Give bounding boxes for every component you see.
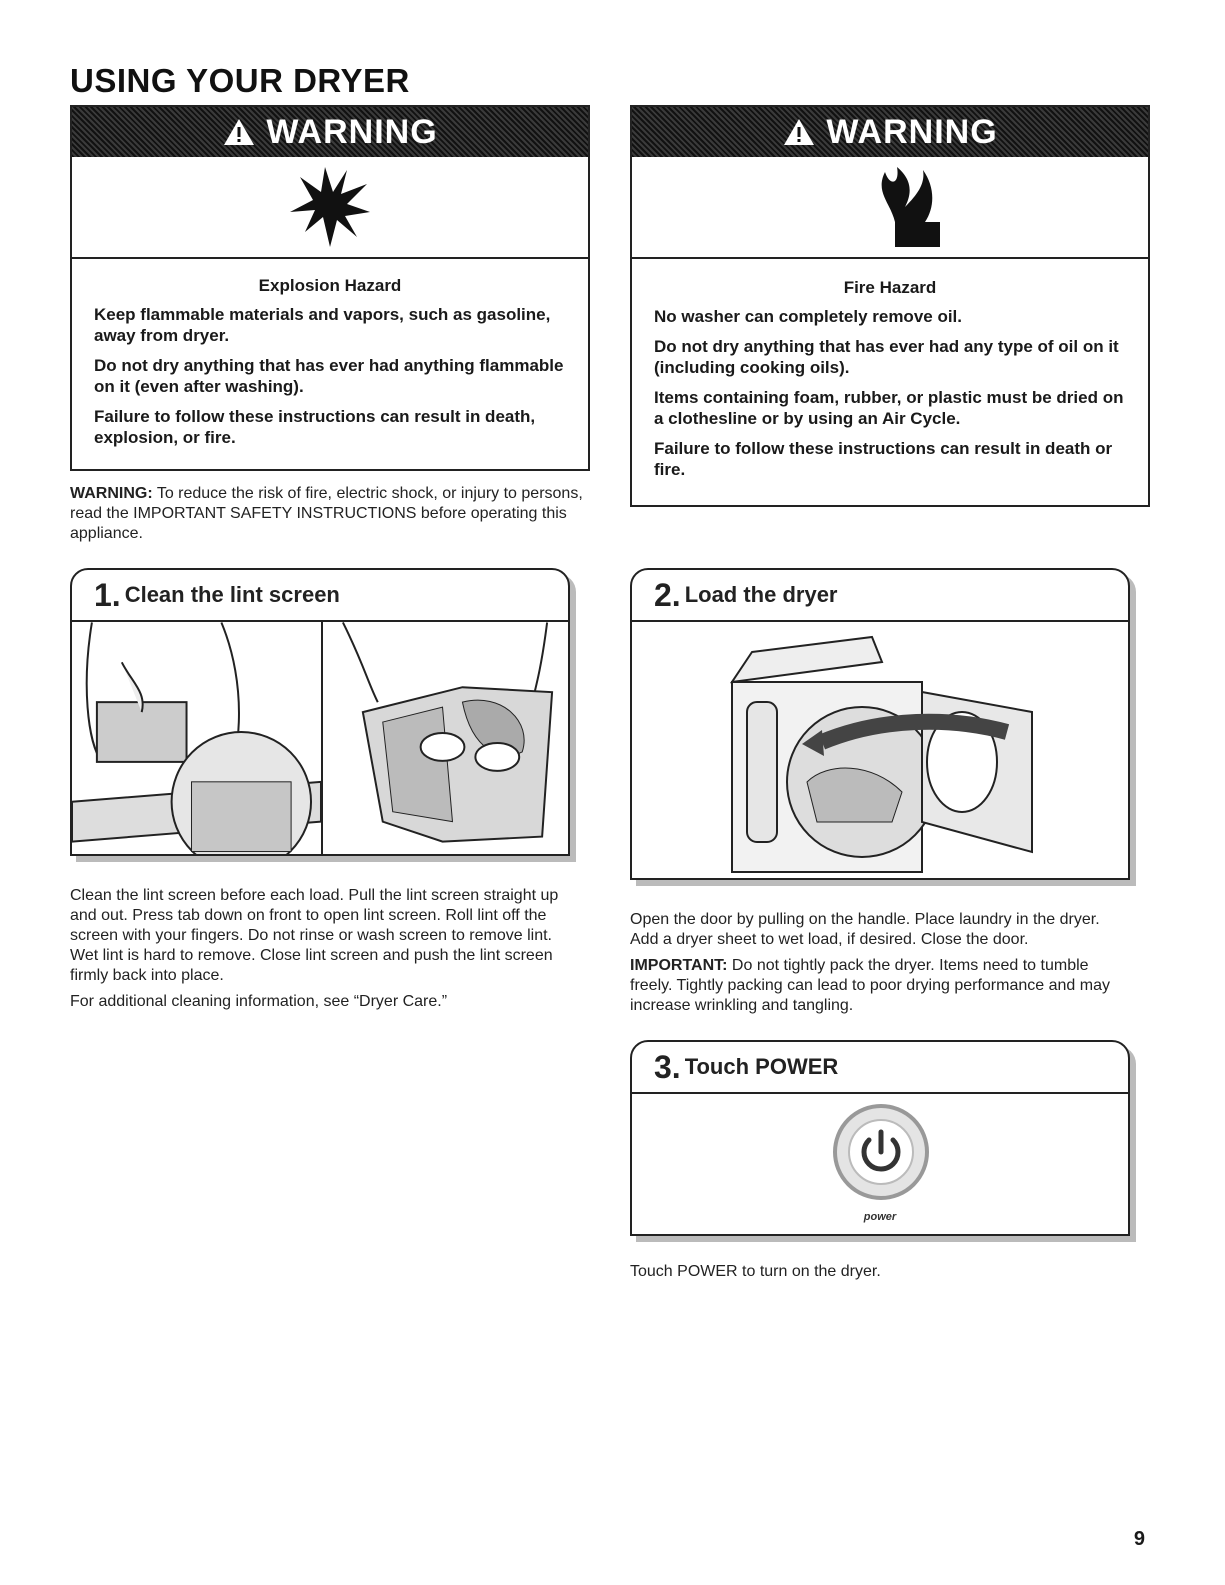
safety-note-label: WARNING:	[70, 485, 153, 502]
step-title-text: Clean the lint screen	[124, 582, 340, 607]
warning-header-text: WARNING	[826, 112, 998, 151]
step-3-description	[630, 1262, 1130, 1288]
power-button-label: power	[863, 1211, 897, 1223]
step-2-title	[632, 570, 1128, 622]
fire-icon-area	[632, 157, 1148, 259]
step-1-title	[72, 570, 568, 622]
hazard-title: Explosion Hazard	[258, 276, 402, 295]
fire-warning-box	[630, 105, 1150, 273]
step-title-text: Touch POWER	[684, 1054, 839, 1079]
dryer-loading-illustration	[632, 622, 1128, 878]
step-3-title	[632, 1042, 1128, 1094]
explosion-icon	[285, 162, 375, 252]
safety-note-text: To reduce the risk of fire, electric shock, or injury to persons, read the IMPORTANT SAFETY INSTRUCTIONS before operating this appliance.	[70, 485, 583, 542]
lint-screen-removal-illustration	[72, 622, 323, 854]
lint-screen-cleaning-illustration	[323, 622, 568, 854]
important-label: IMPORTANT:	[630, 957, 728, 974]
important-paragraph	[630, 956, 1130, 1016]
step-number: 2.	[654, 576, 681, 613]
safety-note	[70, 484, 590, 544]
step-title-text: Load the dryer	[684, 582, 838, 607]
warning-header-text: WARNING	[266, 112, 438, 151]
paragraph: Clean the lint screen before each load. Pull the lint screen straight up and out. Press tab down on front to open lint screen. Roll lint off the screen with your fingers. Do not rinse or wash screen to remove lint. Wet lint is hard to remove. Close lint screen and push the lint screen firmly back into place.	[70, 887, 559, 984]
warning-line: No washer can completely remove oil.	[654, 307, 963, 326]
warning-header	[72, 107, 588, 157]
page-title: USING YOUR DRYER	[70, 62, 410, 99]
warning-line: Do not dry anything that has ever had any type of oil on it (including cooking oils).	[654, 337, 1119, 377]
fire-icon	[835, 162, 945, 252]
step-1-panel	[70, 568, 570, 856]
important-text: Do not tightly pack the dryer. Items need to tumble freely. Tightly packing can lead to poor drying performance and may increase wrinkling and tangling.	[630, 957, 1110, 1014]
fire-warning-text-box	[630, 267, 1150, 507]
power-button-icon[interactable]	[831, 1102, 931, 1202]
explosion-icon-area	[72, 157, 588, 259]
warning-line: Failure to follow these instructions can result in death or fire.	[654, 439, 1113, 479]
paragraph: Open the door by pulling on the handle. Place laundry in the dryer. Add a dryer sheet to wet load, if desired. Close the door.	[630, 911, 1100, 948]
warning-line: Keep flammable materials and vapors, such as gasoline, away from dryer.	[94, 305, 551, 345]
warning-triangle-icon	[222, 117, 256, 147]
step-1-description	[70, 886, 565, 1018]
step-2-panel	[630, 568, 1130, 880]
explosion-warning-box	[70, 105, 590, 271]
step-3-panel	[630, 1040, 1130, 1236]
warning-line: Items containing foam, rubber, or plastic must be dried on a clothesline or by using an Air Cycle.	[654, 388, 1124, 428]
step-number: 3.	[654, 1048, 681, 1085]
warning-line: Do not dry anything that has ever had anything flammable on it (even after washing).	[94, 356, 564, 396]
warning-line: Failure to follow these instructions can result in death, explosion, or fire.	[94, 407, 536, 447]
warning-triangle-icon	[782, 117, 816, 147]
warning-header	[632, 107, 1148, 157]
paragraph: For additional cleaning information, see “Dryer Care.”	[70, 993, 448, 1010]
step-number: 1.	[94, 576, 121, 613]
hazard-title: Fire Hazard	[843, 278, 937, 297]
paragraph: Touch POWER to turn on the dryer.	[630, 1263, 881, 1280]
explosion-warning-text-box	[70, 265, 590, 471]
power-button-area	[632, 1094, 1128, 1234]
step-2-description	[630, 910, 1130, 1022]
page-number: 9	[1133, 1528, 1145, 1550]
